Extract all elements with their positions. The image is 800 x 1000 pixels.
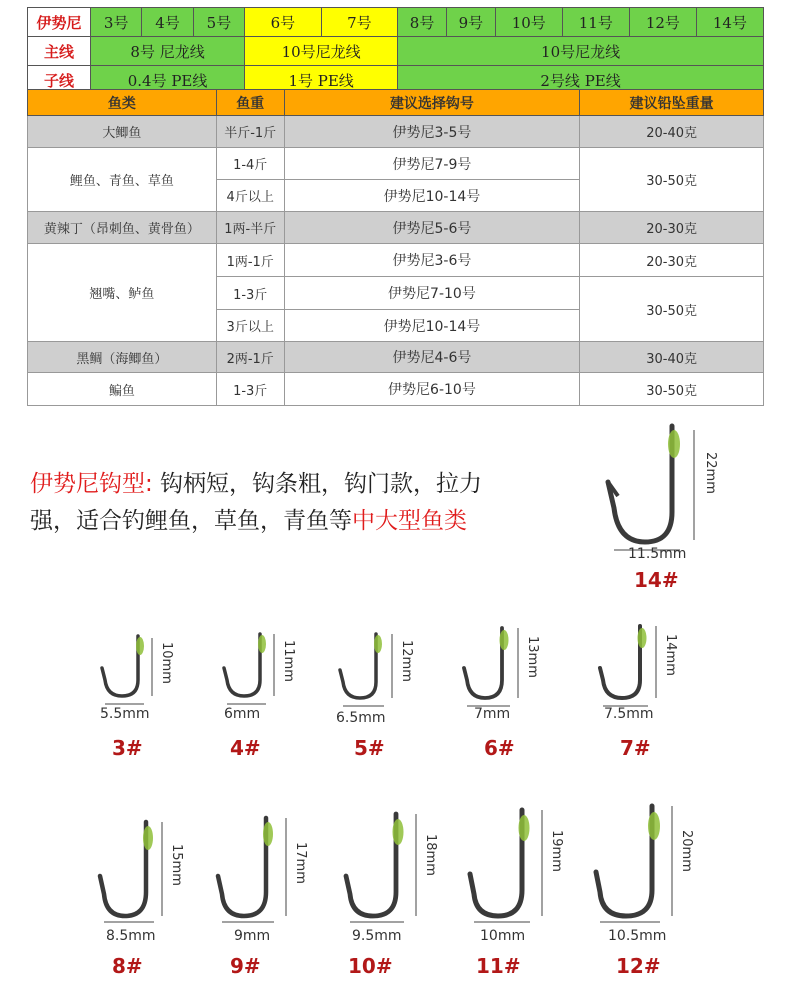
hook-icon — [336, 628, 406, 708]
hook-width: 11.5mm — [628, 546, 687, 562]
header-weight: 鱼重 — [216, 90, 284, 116]
intro-highlight: 中大型鱼类 — [352, 508, 467, 534]
intro-line1: 钩柄短，钩条粗，钩门款，拉力 — [152, 471, 483, 497]
main-line-cell: 10号尼龙线 — [245, 37, 398, 66]
hook-size-label: 9# — [230, 954, 261, 978]
sinker-cell: 30-50克 — [580, 373, 764, 406]
size-row — [28, 8, 764, 37]
weight-cell: 4斤以上 — [216, 180, 284, 212]
sinker-cell: 20-40克 — [580, 116, 764, 148]
sub-line-cell: 1号 PE线 — [245, 66, 398, 95]
size-cell: 3号 — [91, 8, 142, 37]
hook-cell: 伊势尼7-10号 — [284, 277, 580, 310]
main-line-row — [28, 37, 764, 66]
hook-width: 8.5mm — [106, 928, 156, 944]
hook-cell: 伊势尼10-14号 — [284, 180, 580, 212]
hook-length: 10mm — [159, 642, 174, 684]
weight-cell: 3斤以上 — [216, 310, 284, 342]
sub-line-cell: 2号线 PE线 — [398, 66, 764, 95]
guide-row — [28, 148, 764, 180]
hook-length: 12mm — [399, 640, 414, 682]
weight-cell: 1-3斤 — [216, 373, 284, 406]
hook-width: 6.5mm — [336, 710, 386, 726]
hook-cell: 伊势尼3-5号 — [284, 116, 580, 148]
intro-line2: 强，适合钓鲤鱼，草鱼，青鱼等 — [30, 508, 352, 534]
header-hook: 建议选择钩号 — [284, 90, 580, 116]
hook-cell: 伊势尼3-6号 — [284, 244, 580, 277]
sub-line-cell: 0.4号 PE线 — [91, 66, 245, 95]
size-cell: 4号 — [142, 8, 193, 37]
hook-icon — [98, 630, 168, 710]
fish-cell: 鲤鱼、青鱼、草鱼 — [28, 148, 217, 212]
fish-cell: 大鲫鱼 — [28, 116, 217, 148]
header-fish: 鱼类 — [28, 90, 217, 116]
hook-cell: 伊势尼7-9号 — [284, 148, 580, 180]
main-line-cell: 10号尼龙线 — [398, 37, 764, 66]
guide-row — [28, 373, 764, 406]
hook-icon — [214, 810, 294, 926]
hook-size-label: 4# — [230, 736, 261, 760]
hook-width: 9mm — [234, 928, 271, 944]
header-sinker: 建议铅坠重量 — [580, 90, 764, 116]
hook-icon — [596, 620, 668, 708]
fish-guide-table — [27, 89, 764, 406]
hook-icon — [96, 814, 176, 924]
intro-title: 伊势尼钩型: — [30, 471, 153, 497]
hook-width: 7.5mm — [604, 706, 654, 722]
weight-cell: 半斤-1斤 — [216, 116, 284, 148]
row-label-sub-line: 子线 — [28, 66, 91, 95]
size-cell: 8号 — [398, 8, 447, 37]
sinker-cell: 20-30克 — [580, 212, 764, 244]
weight-cell: 1两-1斤 — [216, 244, 284, 277]
hook-icon — [600, 412, 710, 552]
fish-cell: 鳊鱼 — [28, 373, 217, 406]
hook-size-label: 6# — [484, 736, 515, 760]
guide-row — [28, 342, 764, 373]
hook-size-label: 3# — [112, 736, 143, 760]
weight-cell: 1-3斤 — [216, 277, 284, 310]
guide-header-row — [28, 90, 764, 116]
hook-cell: 伊势尼10-14号 — [284, 310, 580, 342]
hook-width: 5.5mm — [100, 706, 150, 722]
hook-width: 10.5mm — [608, 928, 667, 944]
sinker-cell: 20-30克 — [580, 244, 764, 277]
hook-icon — [342, 806, 426, 926]
weight-cell: 1-4斤 — [216, 148, 284, 180]
sinker-cell: 30-50克 — [580, 277, 764, 342]
sinker-cell: 30-40克 — [580, 342, 764, 373]
spec-table — [27, 7, 764, 95]
size-cell: 9号 — [446, 8, 495, 37]
hook-length: 14mm — [663, 634, 678, 676]
size-cell: 14号 — [696, 8, 763, 37]
fish-cell: 黑鲷（海鲫鱼） — [28, 342, 217, 373]
weight-cell: 2两-1斤 — [216, 342, 284, 373]
size-cell: 7号 — [321, 8, 398, 37]
hook-length: 20mm — [679, 830, 694, 872]
hook-width: 6mm — [224, 706, 261, 722]
hook-width: 10mm — [480, 928, 526, 944]
size-cell: 12号 — [629, 8, 696, 37]
weight-cell: 1两-半斤 — [216, 212, 284, 244]
hook-length: 17mm — [293, 842, 308, 884]
hook-size-label: 10# — [348, 954, 393, 978]
fish-cell: 黄辣丁（昂刺鱼、黄骨鱼） — [28, 212, 217, 244]
hook-length: 19mm — [549, 830, 564, 872]
hook-size-label: 5# — [354, 736, 385, 760]
hook-length: 22mm — [703, 452, 718, 494]
hook-size-label: 11# — [476, 954, 521, 978]
hook-cell: 伊势尼4-6号 — [284, 342, 580, 373]
hook-icon — [466, 802, 552, 926]
hook-size-label: 7# — [620, 736, 651, 760]
hook-length: 11mm — [281, 640, 296, 682]
guide-row — [28, 244, 764, 277]
hook-width: 7mm — [474, 706, 511, 722]
hook-length: 18mm — [423, 834, 438, 876]
row-label-main-line: 主线 — [28, 37, 91, 66]
size-cell: 10号 — [495, 8, 562, 37]
hook-icon — [220, 628, 290, 708]
hook-size-label: 14# — [634, 568, 679, 592]
size-cell: 5号 — [193, 8, 244, 37]
intro-text — [30, 466, 590, 540]
hook-icon — [460, 622, 530, 708]
hook-length: 13mm — [525, 636, 540, 678]
main-line-cell: 8号 尼龙线 — [91, 37, 245, 66]
hook-size-label: 12# — [616, 954, 661, 978]
hook-length: 15mm — [169, 844, 184, 886]
guide-row — [28, 116, 764, 148]
hook-width: 9.5mm — [352, 928, 402, 944]
hook-cell: 伊势尼5-6号 — [284, 212, 580, 244]
guide-row — [28, 212, 764, 244]
hook-cell: 伊势尼6-10号 — [284, 373, 580, 406]
hook-size-label: 8# — [112, 954, 143, 978]
size-cell: 11号 — [562, 8, 629, 37]
fish-cell: 翘嘴、鲈鱼 — [28, 244, 217, 342]
hook-icon — [592, 798, 682, 926]
sinker-cell: 30-50克 — [580, 148, 764, 212]
size-cell: 6号 — [245, 8, 322, 37]
row-label-isen: 伊势尼 — [28, 8, 91, 37]
